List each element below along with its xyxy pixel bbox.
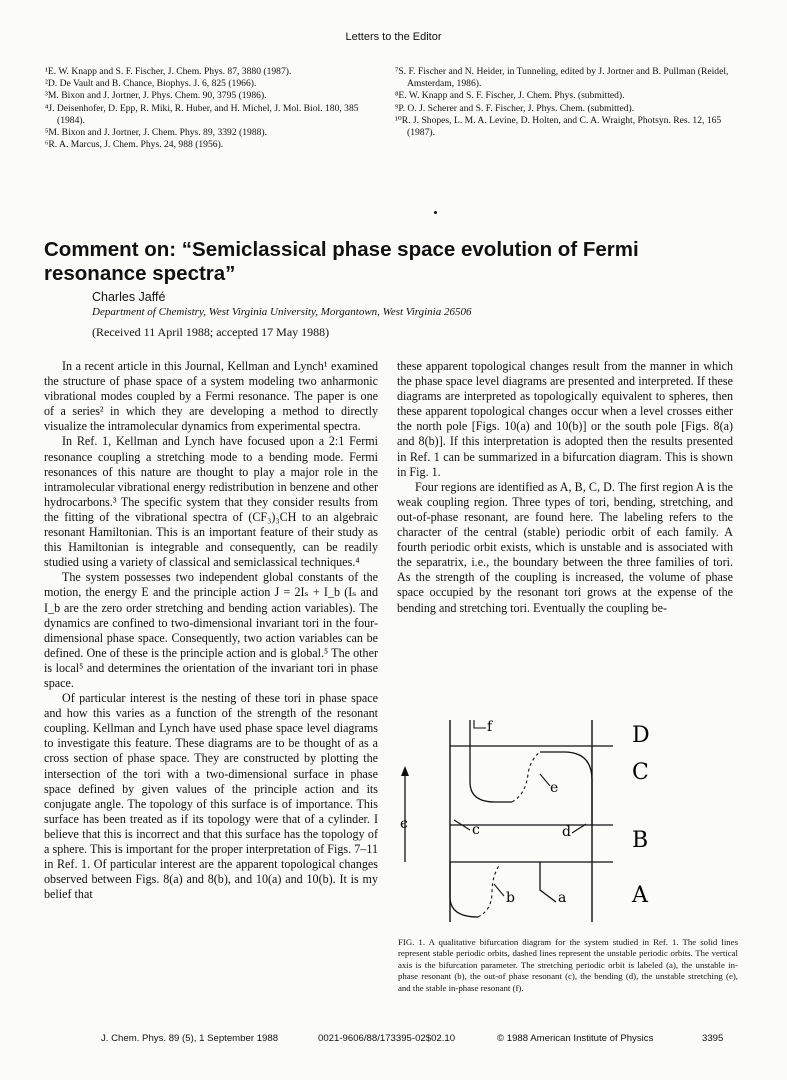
reference: ⁵M. Bixon and J. Jortner, J. Chem. Phys. 89, 3392 (1988). [45,127,268,139]
reference: ⁸E. W. Knapp and S. F. Fischer, J. Chem. Phys. (submitted). [395,90,625,102]
paragraph: In Ref. 1, Kellman and Lynch have focused upon a 2:1 Fermi resonance coupling a stretching mode to a bending mode. Fermi resonances of this nature are thought to play a major role in the intramolecular vibrational energy redistribution in benzene and other hydrocarbons.³ The specific system that they consider results from the fitting of the vibrational spectra of (CF₃)₃CH to an algebraic resonant Hamiltonian. This is an important feature of their study as this Hamiltonian is integrable and consequently, can be readily studied using a variety of classical and semiclassical techniques.⁴ [44,434,378,570]
f-label-pointer [474,720,486,728]
curve-a [540,862,556,902]
bifurcation-figure [400,712,735,932]
curve-label-a: a [558,890,567,906]
paragraph: these apparent topological changes result from the manner in which the phase space level diagrams are presented and interpreted. If these diagrams are interpreted as topologically equivalent to spheres, then these apparent topological changes occur when a level crosses either the north pole [Figs. 10(a) and 10(b)] or the south pole [Figs. 8(a) and 8(b)]. If this interpretation is adopted then the results presented in Ref. 1 can be summarized in a bifurcation diagram. This is shown in Fig. 1. [397,359,733,479]
references-right [395,66,745,139]
footer-code: 0021-9606/88/173395-02$02.10 [318,1033,456,1044]
figure-caption: FIG. 1. A qualitative bifurcation diagram for the system studied in Ref. 1. The solid lines represent stable periodic orbits, dashed lines represent the unstable periodic orbits. The vertical axis is the bifurcation parameter. The stretching periodic orbit is labeled (a), the unstable in-phase resonant (b), the out-of phase resonant (c), the bending (d), the unstable stretching (e), and the stable in-phase resonant (f). [398,937,738,993]
reference: ¹⁰R. J. Shopes, L. M. A. Levine, D. Holten, and C. A. Wraight, Photsyn. Res. 12, 165 (1987). [395,114,722,139]
footer-copyright: © 1988 American Institute of Physics [497,1033,654,1044]
reference: ⁷S. F. Fischer and N. Heider, in Tunneling, edited by J. Jortner and B. Pullman (Reidel, Amsterdam, 1986). [395,66,729,90]
curve-label-c: c [472,822,480,838]
curve-stretch-upper [540,752,592,825]
running-header: Letters to the Editor [345,31,442,43]
body-column-right [397,359,733,616]
region-label-b: B [632,828,649,853]
stray-dot [434,211,437,214]
region-label-a: A [632,883,648,908]
received-date: (Received 11 April 1988; accepted 17 May 1988) [92,325,330,339]
paragraph: Of particular interest is the nesting of these tori in phase space and how this varies as a function of the strength of the resonant coupling. Kellman and Lynch have used phase space level diagrams to investigate this feature. These diagrams are to be thought of as a cross section of phase space. They are constructed by plotting the intersection of the tori with a two-dimensional surface in phase space defined by given values of the principle action and its conjugate angle. The topology of this surface is of importance. This surface has been treated as if its topology were that of a cylinder. I believe that this is incorrect and that this surface has the topology of a sphere. This is important for the proper interpretation of Figs. 7–11 in Ref. 1. Of particular interest are the apparent topological changes observed between Figs. 8(a) and 8(b), and 10(a) and 10(b). It is my belief that [44,691,378,902]
reference: ³M. Bixon and J. Jortner, J. Phys. Chem. 90, 3795 (1986). [45,90,267,102]
region-label-d: D [632,723,650,748]
author-affiliation: Department of Chemistry, West Virginia University, Morgantown, West Virginia 26506 [92,306,472,318]
references-left [45,66,380,151]
curve-lower-u [450,862,478,917]
reference: ²D. De Vault and B. Chance, Biophys. J. 6, 825 (1966). [45,78,257,90]
paragraph: In a recent article in this Journal, Kellman and Lynch¹ examined the structure of phase space of a system modeling two anharmonic vibrational modes coupled by a Fermi resonance. The paper is one of a series² in which they are developing a method to directly visualize the intramolecular dynamics from experimental spectra. [44,359,378,434]
paragraph: The system possesses two independent global constants of the motion, the energy E and the principle action J = 2Iₛ + I_b (Iₛ and I_b are the zero order stretching and bending action variables). The dynamics are confined to two-dimensional invariant tori in the four-dimensional phase space. Consequently, two action variables can be defined. One of these is the principle action and is global.⁵ The other is local⁵ and determines the orientation of the invariant tori in phase space. [44,570,378,690]
reference: ⁶R. A. Marcus, J. Chem. Phys. 24, 988 (1956). [45,139,224,151]
curve-label-b: b [506,890,515,906]
e-label-pointer [540,774,550,786]
curve-label-f: f [487,719,493,735]
paragraph: Four regions are identified as A, B, C, D. The first region A is the weak coupling region. Three types of tori, bending, stretching, and out-of-phase resonant, are found here. The labeling refers to the character of the central (stable) periodic orbit of each family. A fourth periodic orbit exists, which is unstable and is associated with the separatrix, i.e., the boundary between the three families of tori. As the strength of the coupling is increased, the volume of phase space occupied by the resonant tori grows at the expense of the bending and stretching tori. Eventually the coupling be- [397,479,733,615]
author-name: Charles Jaffé [92,290,166,304]
page-footer [0,1033,787,1047]
axis-label-epsilon: ϵ [400,816,408,832]
curve-label-e: e [550,780,559,796]
region-label-c: C [632,760,649,785]
curve-e [512,752,540,802]
article-title: Comment on: “Semiclassical phase space evolution of Fermi resonance spectra” [44,238,639,285]
reference: ⁴J. Deisenhofer, D. Epp, R. Miki, R. Huber, and H. Michel, J. Mol. Biol. 180, 385 (1984). [45,102,359,126]
curve-b [478,864,500,917]
body-column-left [44,359,378,902]
curve-label-d: d [562,824,571,840]
axis-arrowhead [401,766,409,776]
footer-journal: J. Chem. Phys. 89 (5), 1 September 1988 [101,1033,279,1044]
b-label-pointer [494,884,504,896]
reference: ¹E. W. Knapp and S. F. Fischer, J. Chem. Phys. 87, 3880 (1987). [45,66,292,77]
page-number: 3395 [702,1033,724,1044]
reference: ⁹P. O. J. Scherer and S. F. Fischer, J. Phys. Chem. (submitted). [395,102,635,114]
bifurcation-diagram [400,712,735,932]
